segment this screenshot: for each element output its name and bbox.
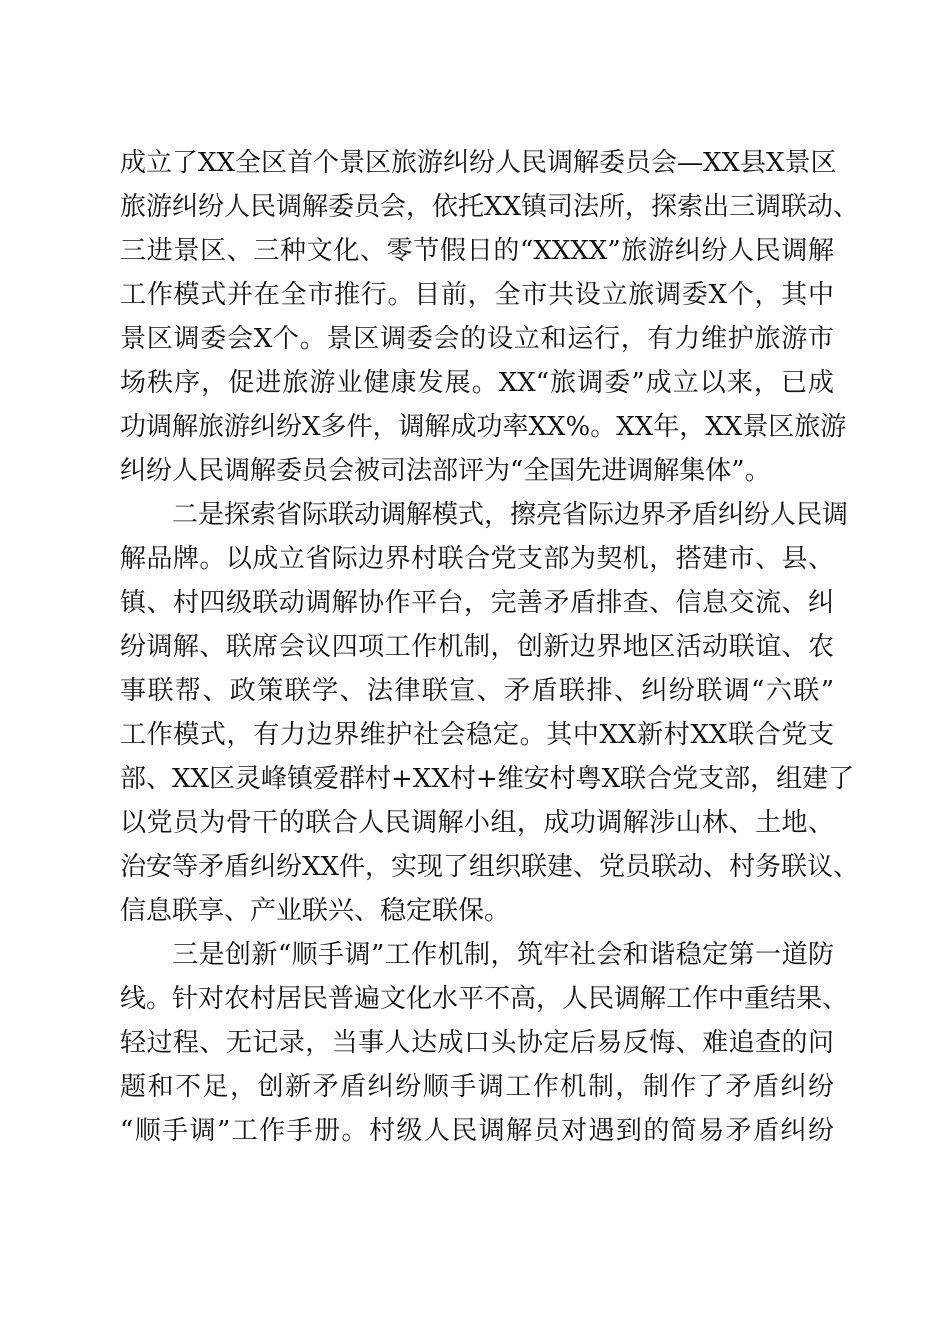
text-line: 成立了XX全区首个景区旅游纠纷人民调解委员会—XX县X景区 xyxy=(120,148,837,178)
document-body xyxy=(120,141,860,1153)
paragraph-2 xyxy=(120,493,860,933)
text-line: 纷调解、联席会议四项工作机制，创新边界地区活动联谊、农 xyxy=(120,632,834,662)
text-line: 解品牌。以成立省际边界村联合党支部为契机，搭建市、县、 xyxy=(120,544,834,574)
text-line: 事联帮、政策联学、法律联宣、矛盾联排、纠纷联调“六联” xyxy=(120,676,834,706)
text-line: 以党员为骨干的联合人民调解小组，成功调解涉山林、土地、 xyxy=(120,808,834,838)
text-line: “顺手调”工作手册。村级人民调解员对遇到的简易矛盾纠纷 xyxy=(120,1116,834,1146)
text-line: 治安等矛盾纠纷XX件，实现了组织联建、党员联动、村务联议、 xyxy=(120,852,860,882)
text-line: 三进景区、三种文化、零节假日的“XXXX”旅游纠纷人民调解 xyxy=(120,236,834,266)
text-line: 题和不足，创新矛盾纠纷顺手调工作机制，制作了矛盾纠纷 xyxy=(120,1072,834,1102)
text-line: 工作模式并在全市推行。目前，全市共设立旅调委X个，其中 xyxy=(120,280,834,310)
text-line: 三是创新“顺手调”工作机制，筑牢社会和谐稳定第一道防 xyxy=(172,940,834,970)
text-line: 二是探索省际联动调解模式，擦亮省际边界矛盾纠纷人民调 xyxy=(172,500,849,530)
text-line: 旅游纠纷人民调解委员会，依托XX镇司法所，探索出三调联动、 xyxy=(120,192,860,222)
paragraph-1 xyxy=(120,141,860,493)
text-line: 功调解旅游纠纷X多件，调解成功率XX%。XX年，XX景区旅游 xyxy=(120,412,847,442)
text-line: 镇、村四级联动调解协作平台，完善矛盾排查、信息交流、纠 xyxy=(120,588,834,618)
text-line: 景区调委会X个。景区调委会的设立和运行，有力维护旅游市 xyxy=(120,324,834,354)
text-line: 线。针对农村居民普遍文化水平不高，人民调解工作中重结果、 xyxy=(120,984,849,1014)
text-line: 部、XX区灵峰镇爱群村+XX村+维安村粤X联合党支部，组建了 xyxy=(120,764,855,794)
text-line: 轻过程、无记录，当事人达成口头协定后易反悔、难追查的问 xyxy=(120,1028,834,1058)
text-line: 信息联享、产业联兴、稳定联保。 xyxy=(120,896,511,926)
text-line: 纠纷人民调解委员会被司法部评为“全国先进调解集体”。 xyxy=(120,456,771,486)
paragraph-3 xyxy=(120,933,849,1153)
text-line: 场秩序，促进旅游业健康发展。XX“旅调委”成立以来，已成 xyxy=(120,368,834,398)
text-line: 工作模式，有力边界维护社会稳定。其中XX新村XX联合党支 xyxy=(120,720,834,750)
